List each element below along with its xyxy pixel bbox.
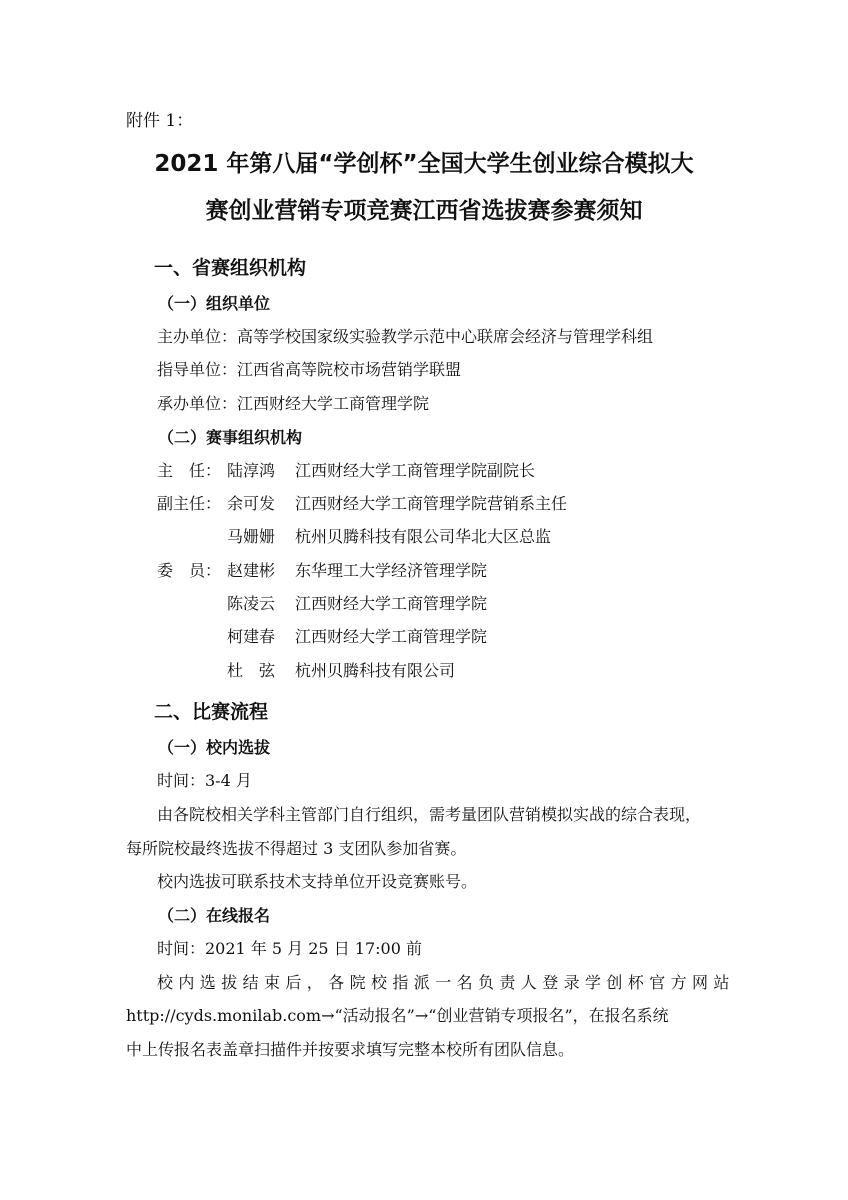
selection-time: 时间：3-4 月 bbox=[157, 771, 252, 790]
registration-paragraph-line-1: 校内选拔结束后，各院校指派一名负责人登录学创杯官方网站 bbox=[157, 973, 735, 992]
committee-org: 杭州贝腾科技有限公司 bbox=[295, 661, 456, 680]
committee-org: 江西财经大学工商管理学院 bbox=[295, 627, 488, 646]
committee-role: 主 任： bbox=[157, 461, 222, 480]
registration-paragraph-line-2: http://cyds.monilab.com→“活动报名”→“创业营销专项报名”，在报名系统 bbox=[126, 1006, 669, 1025]
section-1-sub-2-heading: （二）赛事组织机构 bbox=[158, 428, 303, 447]
section-2-sub-1-heading: （一）校内选拔 bbox=[158, 738, 271, 757]
section-1-sub-1-heading: （一）组织单位 bbox=[158, 294, 271, 313]
committee-name: 余可发 bbox=[227, 494, 276, 513]
committee-org: 江西财经大学工商管理学院副院长 bbox=[295, 461, 536, 480]
selection-account-note: 校内选拔可联系技术支持单位开设竞赛账号。 bbox=[157, 872, 478, 891]
section-2-sub-2-heading: （二）在线报名 bbox=[158, 906, 271, 925]
organizer-line: 主办单位：高等学校国家级实验教学示范中心联席会经济与管理学科组 bbox=[157, 327, 654, 346]
committee-org: 杭州贝腾科技有限公司华北大区总监 bbox=[295, 527, 552, 546]
committee-name: 赵建彬 bbox=[227, 561, 276, 580]
committee-org: 东华理工大学经济管理学院 bbox=[295, 561, 488, 580]
selection-paragraph-line-2: 每所院校最终选拔不得超过 3 支团队参加省赛。 bbox=[126, 839, 467, 858]
registration-time: 时间：2021 年 5 月 25 日 17:00 前 bbox=[157, 939, 422, 958]
committee-org: 江西财经大学工商管理学院营销系主任 bbox=[295, 494, 568, 513]
committee-role: 副主任： bbox=[157, 494, 222, 513]
attachment-label: 附件 1： bbox=[126, 111, 194, 131]
committee-name: 柯建春 bbox=[227, 627, 276, 646]
committee-role: 委 员： bbox=[157, 561, 222, 580]
committee-org: 江西财经大学工商管理学院 bbox=[295, 594, 488, 613]
host-line: 承办单位：江西财经大学工商管理学院 bbox=[157, 394, 430, 413]
registration-paragraph-line-3: 中上传报名表盖章扫描件并按要求填写完整本校所有团队信息。 bbox=[126, 1040, 575, 1059]
committee-name: 马姗姗 bbox=[227, 527, 276, 546]
committee-name: 杜 弦 bbox=[227, 661, 276, 680]
document-title-line-2: 赛创业营销专项竞赛江西省选拔赛参赛须知 bbox=[205, 198, 643, 224]
section-2-heading: 二、比赛流程 bbox=[154, 701, 269, 723]
selection-paragraph-line-1: 由各院校相关学科主管部门自行组织，需考量团队营销模拟实战的综合表现， bbox=[157, 805, 702, 824]
committee-name: 陆淳鸿 bbox=[227, 461, 276, 480]
section-1-heading: 一、省赛组织机构 bbox=[154, 257, 307, 279]
guidance-line: 指导单位：江西省高等院校市场营销学联盟 bbox=[157, 360, 462, 379]
document-title-line-1: 2021 年第八届“学创杯”全国大学生创业综合模拟大 bbox=[154, 151, 694, 177]
committee-name: 陈凌云 bbox=[227, 594, 276, 613]
